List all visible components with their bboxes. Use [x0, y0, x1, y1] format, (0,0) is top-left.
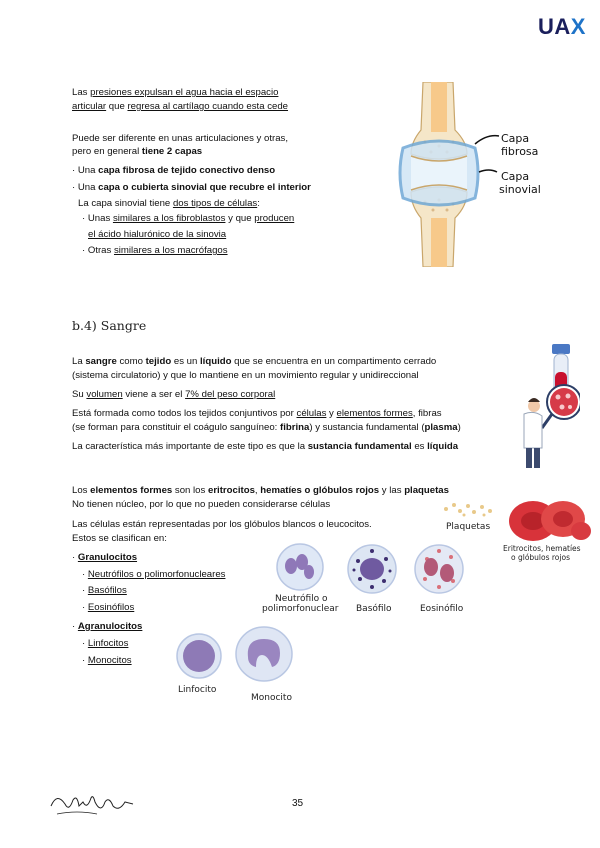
label-eosinofilo: Eosinófilo	[420, 604, 464, 614]
joint-paragraph-1: Las presiones expulsan el agua hacia el espacio	[72, 87, 279, 98]
label-capa-fibrosa-1: Capa	[501, 132, 530, 145]
agranulocitos-heading: · Agranulocitos	[72, 621, 143, 632]
layer-1: · Una capa fibrosa de tejido conectivo denso	[72, 165, 276, 176]
agranulocito-item: · Monocitos	[82, 655, 132, 666]
label-capa-sinovial-2: sinovial	[499, 183, 541, 196]
granulocito-item: · Neutrófilos o polimorfonucleares	[82, 569, 226, 580]
section-heading-sangre: b.4) Sangre	[72, 318, 147, 333]
blood-line-4: Está formada como todos los tejidos conjuntivos por células y elementos formes, fibras	[72, 408, 442, 419]
granulocitos-heading: · Granulocitos	[72, 552, 138, 563]
cells-line-1: Los elementos formes son los eritrocitos, hematíes o glóbulos rojos y las plaquetas	[72, 485, 449, 496]
uax-logo	[538, 14, 586, 40]
cells-line-3: Las células están representadas por los glóbulos blancos o leucocitos.	[72, 519, 372, 530]
label-neutrofilo-1: Neutrófilo o	[275, 594, 328, 604]
monocyte-illustration	[234, 625, 294, 683]
label-eritrocitos-2: o glóbulos rojos	[511, 553, 570, 562]
blood-line-1: La sangre como tejido es un líquido que se encuentra en un compartimento cerrado	[72, 356, 437, 367]
label-basofilo: Basófilo	[356, 604, 392, 614]
neutrophil-illustration	[275, 542, 325, 592]
blood-line-3: Su volumen viene a ser el 7% del peso corporal	[72, 389, 276, 400]
label-linfocito: Linfocito	[178, 685, 217, 695]
blood-line-2: (sistema circulatorio) y que lo mantiene en un movimiento regular y unidireccional	[72, 370, 419, 381]
erythrocytes-illustration	[503, 497, 593, 545]
scientist-blood-tube-illustration	[512, 344, 580, 472]
label-eritrocitos-1: Eritrocitos, hematíes	[503, 544, 581, 553]
label-monocito: Monocito	[251, 693, 292, 703]
synovial-cells-intro: La capa sinovial tiene dos tipos de células:	[78, 198, 260, 209]
agranulocito-item: · Linfocitos	[82, 638, 129, 649]
blood-line-6: La característica más importante de este tipo es que la sustancia fundamental es líquida	[72, 441, 459, 452]
author-signature	[47, 788, 137, 820]
logo-text: UA	[538, 14, 571, 39]
synovial-cell-1-cont: el ácido hialurónico de la sinovia	[88, 229, 227, 240]
logo-accent: X	[570, 14, 586, 39]
synovial-cell-2: · Otras similares a los macrófagos	[82, 245, 228, 256]
platelets-illustration	[440, 499, 500, 519]
joint-paragraph-2: Puede ser diferente en unas articulaciones y otras,	[72, 133, 288, 144]
granulocito-item: · Basófilos	[82, 585, 127, 596]
layer-2: · Una capa o cubierta sinovial que recubre el interior	[72, 182, 311, 193]
label-capa-fibrosa-2: fibrosa	[501, 145, 539, 158]
eosinophil-illustration	[413, 543, 465, 595]
label-plaquetas: Plaquetas	[446, 522, 491, 532]
basophil-illustration	[346, 543, 398, 595]
label-capa-sinovial-1: Capa	[501, 170, 530, 183]
joint-paragraph-2-cont: pero en general tiene 2 capas	[72, 146, 203, 157]
blood-line-5: (se forman para constituir el coágulo sanguíneo: fibrina) y sustancia fundamental (plasma)	[72, 422, 461, 433]
lymphocyte-illustration	[175, 632, 223, 680]
cells-line-4: Estos se clasifican en:	[72, 533, 167, 544]
label-neutrofilo-2: polimorfonuclear	[262, 604, 339, 614]
synovial-joint-illustration	[395, 82, 585, 267]
synovial-cell-1: · Unas similares a los fibroblastos y que producen	[82, 213, 295, 224]
granulocito-item: · Eosinófilos	[82, 602, 135, 613]
joint-paragraph-1-cont: articular que regresa al cartílago cuando esta cede	[72, 101, 289, 112]
cells-line-2: No tienen núcleo, por lo que no pueden considerarse células	[72, 499, 331, 510]
page-number: 35	[292, 798, 304, 809]
